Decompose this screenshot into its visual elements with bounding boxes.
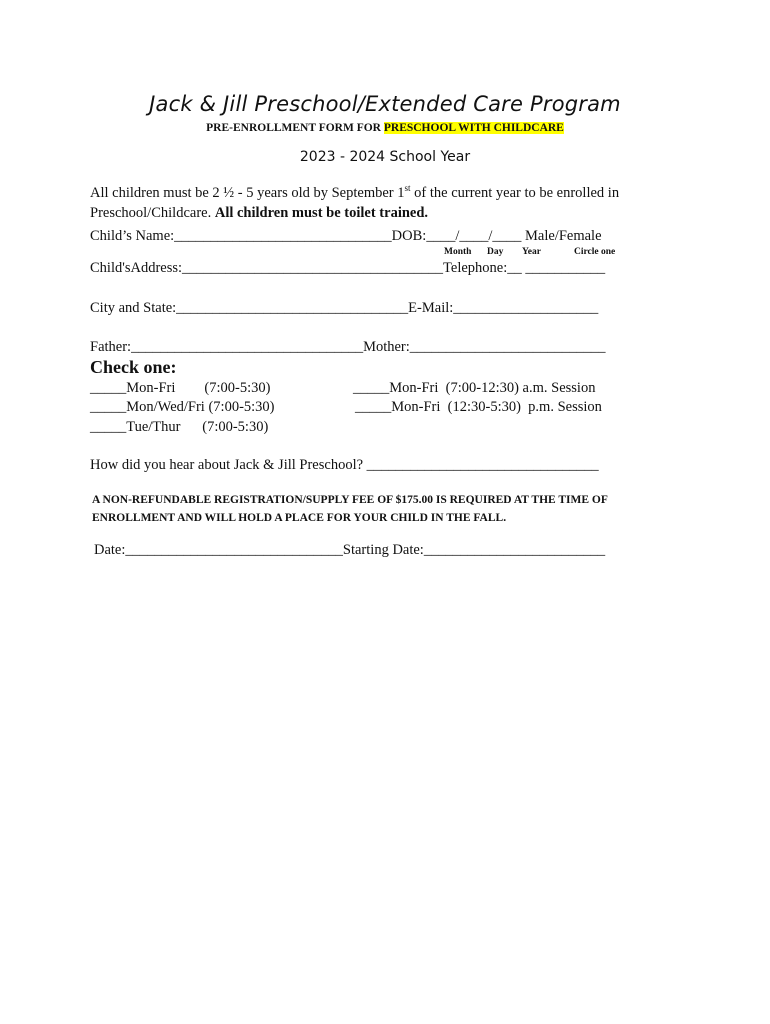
intro-sup: st [404,183,411,193]
date-fields[interactable]: Date:______________________________Starting Date:_________________________ [94,542,606,558]
circle-one-label: Circle one [574,247,616,257]
dob-month-label: Month [444,247,472,257]
intro-paragraph [90,178,619,223]
child-name-dob-field[interactable]: Child’s Name:______________________________DOB:____/____/____ Male/Female [90,228,602,244]
dob-year-label: Year [522,247,541,257]
intro-text-2: of the current year to be enrolled in [410,184,620,201]
option-pm-session[interactable]: _____Mon-Fri (12:30-5:30) p.m. Session [355,399,602,415]
intro-text-1: All children must be 2 ½ - 5 years old by September 1 [90,184,405,201]
registration-fee-notice: A NON-REFUNDABLE REGISTRATION/SUPPLY FEE OF $175.00 IS REQUIRED AT THE TIME OF ENROLLMENT AND WILL HOLD A PLACE FOR YOUR CHILD IN THE FALL. [92,494,608,524]
form-title: Jack & Jill Preschool/Extended Care Program [149,92,621,116]
subtitle-highlight: PRESCHOOL WITH CHILDCARE [383,122,564,134]
option-am-session[interactable]: _____Mon-Fri (7:00-12:30) a.m. Session [353,380,596,396]
referral-field[interactable]: How did you hear about Jack & Jill Preschool? ________________________________ [90,457,599,473]
option-mon-wed-fri[interactable]: _____Mon/Wed/Fri (7:00-5:30) [90,399,275,415]
intro-text-3: Preschool/Childcare. [90,204,215,221]
subtitle-prefix: PRE-ENROLLMENT FORM FOR [206,122,384,134]
address-telephone-field[interactable]: Child'sAddress:____________________________________Telephone:__ ___________ [90,260,606,276]
form-subtitle [0,122,770,134]
check-one-heading: Check one: [90,357,177,377]
option-mon-fri[interactable]: _____Mon-Fri (7:00-5:30) [90,380,271,396]
dob-day-label: Day [487,247,504,257]
school-year: 2023 - 2024 School Year [299,149,471,165]
intro-bold: All children must be toilet trained. [214,204,429,221]
option-tue-thur[interactable]: _____Tue/Thur (7:00-5:30) [90,419,269,435]
parents-field[interactable]: Father:________________________________Mother:___________________________ [90,339,606,355]
city-email-field[interactable]: City and State:________________________________E-Mail:____________________ [90,300,599,316]
